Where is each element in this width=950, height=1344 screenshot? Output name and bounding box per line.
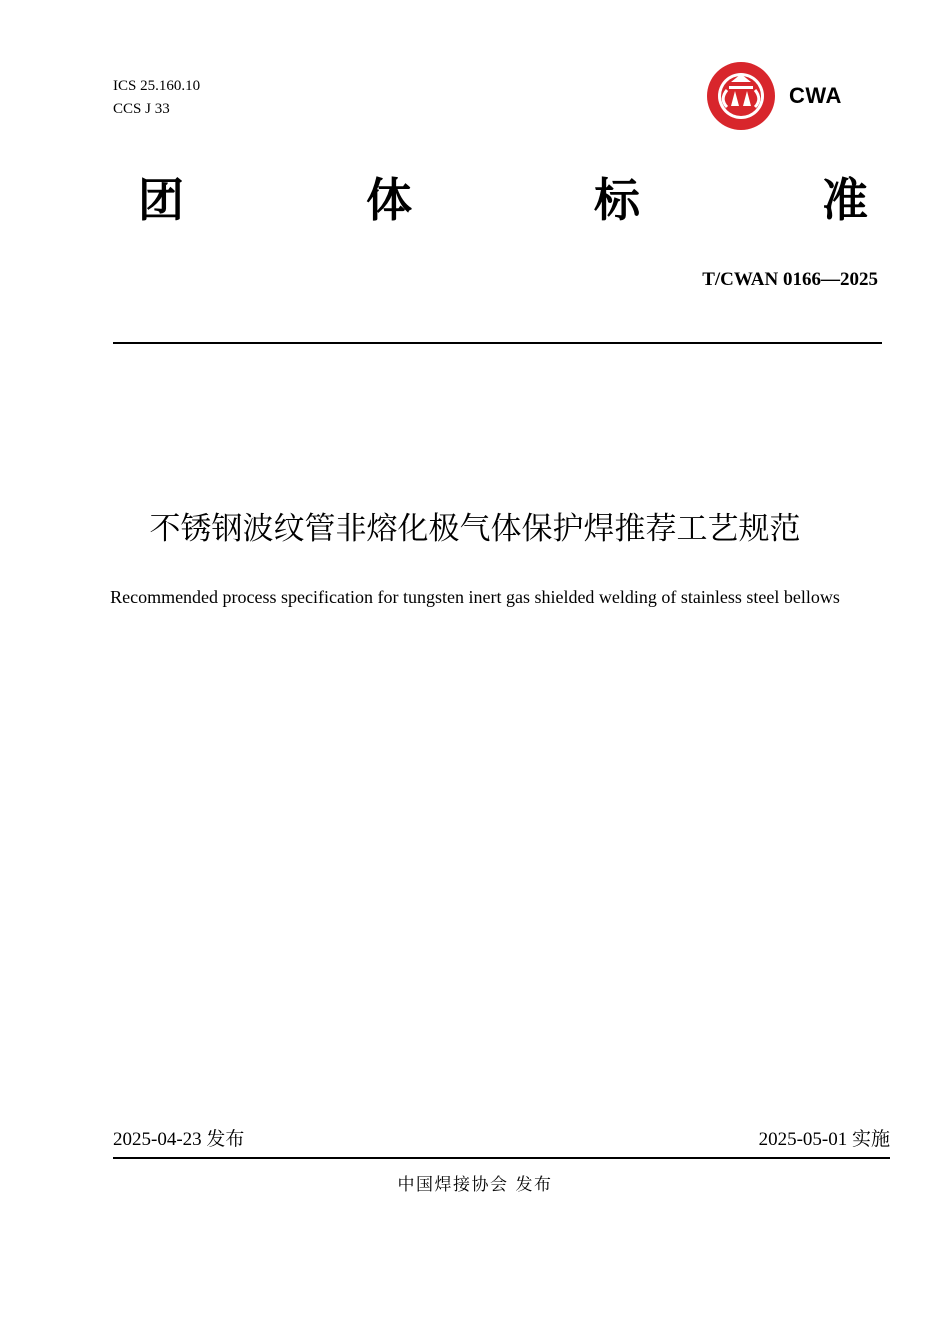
bottom-divider <box>113 1157 890 1159</box>
implementation-date: 2025-05-01 实施 <box>758 1129 890 1150</box>
issue-date: 2025-04-23 发布 <box>113 1129 245 1150</box>
standard-number: T/CWAN 0166—2025 <box>702 269 878 290</box>
publisher: 中国焊接协会 发布 <box>397 1175 553 1195</box>
cwa-logo-icon <box>705 60 777 132</box>
title-english: Recommended process specification for tungsten inert gas shielded welding of stainless steel bellows <box>110 587 840 607</box>
category-char-3: 标 <box>594 173 640 227</box>
ics-code: ICS 25.160.10 <box>113 78 201 94</box>
top-divider <box>113 342 882 344</box>
category-char-1: 团 <box>138 173 184 227</box>
category-char-2: 体 <box>366 173 412 227</box>
title-chinese: 不锈钢波纹管非熔化极气体保护焊推荐工艺规范 <box>149 511 801 547</box>
ccs-code: CCS J 33 <box>113 101 170 117</box>
logo-text: CWA <box>789 83 842 108</box>
category-char-4: 准 <box>822 173 868 227</box>
